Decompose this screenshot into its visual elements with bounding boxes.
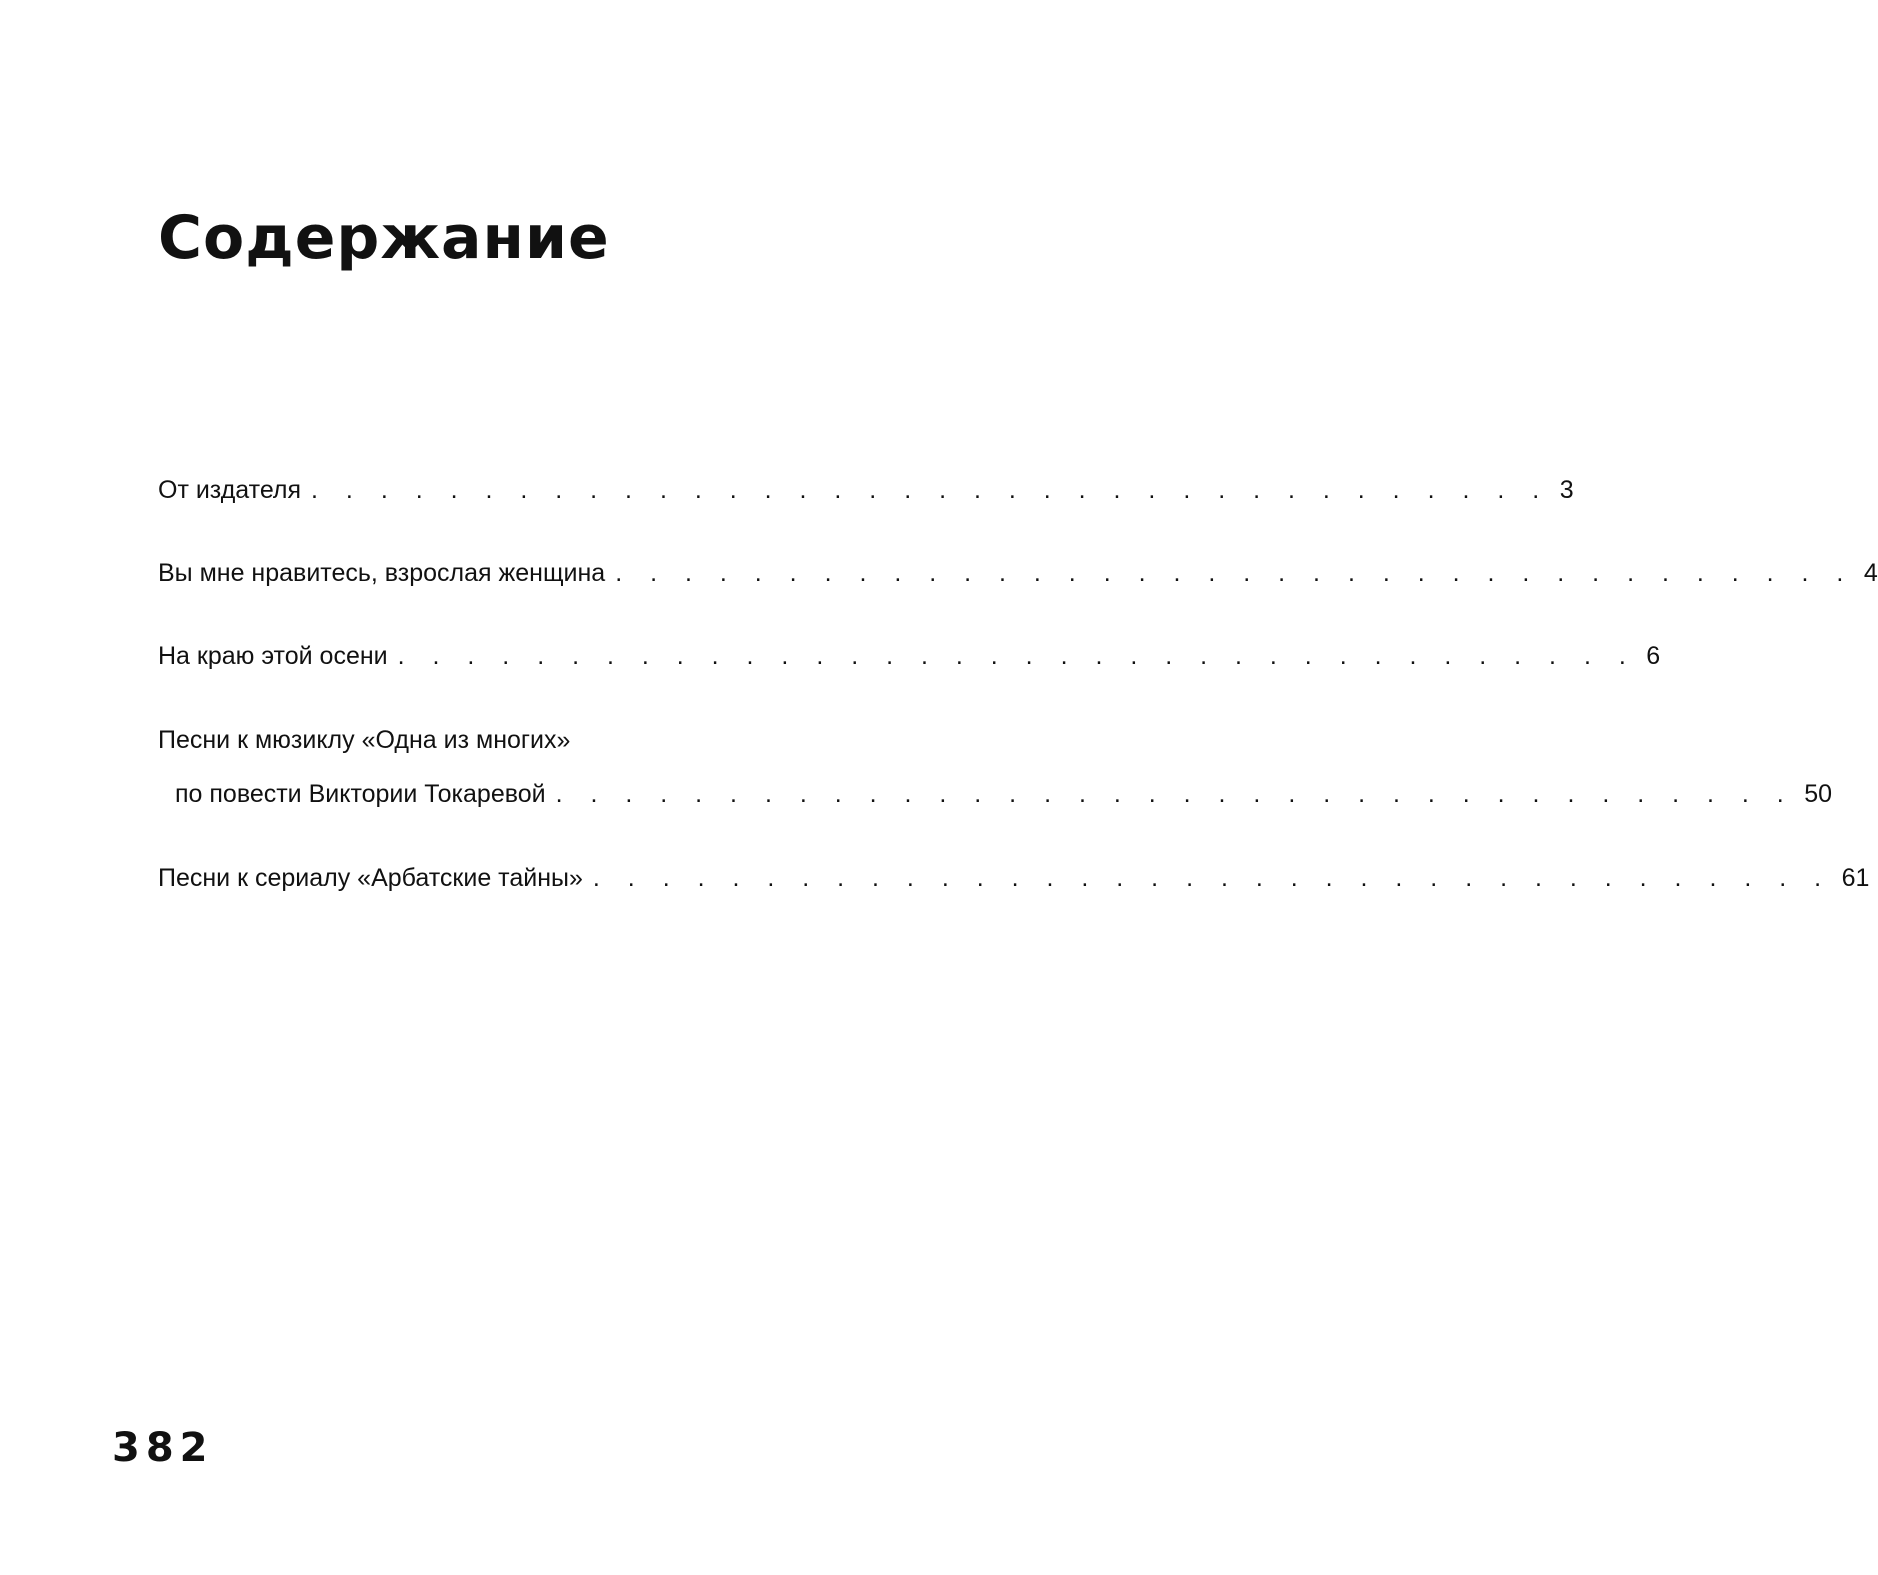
toc-entry[interactable]	[158, 864, 1870, 892]
toc-entry[interactable]	[158, 476, 1574, 504]
toc-page-number: 3	[1559, 476, 1574, 504]
toc-leader-dots: . . . . . . . . . . . . . . . . . . . . . . . . . . . . . . . . . . . .	[592, 864, 1832, 892]
page-title: Содержание	[158, 203, 610, 273]
toc-entry[interactable]	[158, 642, 1661, 670]
toc-leader-dots: . . . . . . . . . . . . . . . . . . . . . . . . . . . . . . . . . . . .	[311, 476, 1550, 504]
toc-entry-title: От издателя	[158, 476, 302, 504]
toc-entry-title: На краю этой осени	[158, 642, 388, 670]
toc-entry[interactable]	[158, 780, 1833, 808]
toc-entry[interactable]	[158, 559, 1878, 587]
toc-leader-dots: . . . . . . . . . . . . . . . . . . . . . . . . . . . . . . . . . . . .	[397, 642, 1637, 670]
toc-entry-title: по повести Виктории Токаревой	[175, 780, 546, 808]
toc-leader-dots: . . . . . . . . . . . . . . . . . . . . . . . . . . . . . . . . . . . .	[555, 780, 1795, 808]
toc-page-number: 6	[1646, 642, 1661, 670]
toc-page-number: 4	[1863, 559, 1878, 587]
page-number: 382	[112, 1425, 214, 1471]
toc-entry-title: Вы мне нравитесь, взрослая женщина	[158, 559, 606, 587]
toc-leader-dots: . . . . . . . . . . . . . . . . . . . . . . . . . . . . . . . . . . . .	[615, 559, 1854, 587]
toc-entry-title-line1: Песни к мюзиклу «Одна из многих»	[158, 726, 571, 754]
toc-entry-title: Песни к сериалу «Арбатские тайны»	[158, 864, 583, 892]
toc-page-number: 61	[1841, 864, 1870, 892]
toc-page-number: 50	[1804, 780, 1833, 808]
